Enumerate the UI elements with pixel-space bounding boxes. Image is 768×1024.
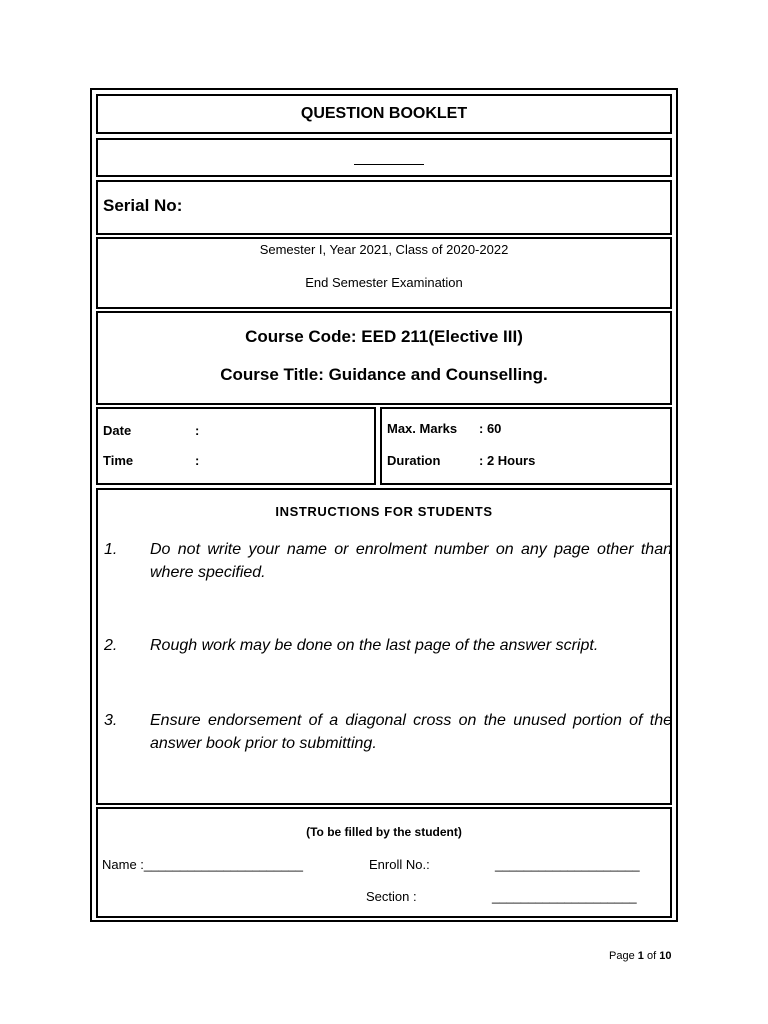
current-page: 1: [637, 950, 644, 962]
serial-number-box: [96, 180, 672, 235]
marks-duration-box: [380, 407, 672, 485]
page-word: Page: [609, 950, 635, 962]
semester-info-box: [96, 237, 672, 309]
date-separator: :: [195, 423, 200, 438]
time-separator: :: [195, 453, 200, 468]
instruction-text: Rough work may be done on the last page of the answer script.: [150, 637, 599, 654]
max-marks-value: : 60: [479, 421, 502, 436]
duration-label: Duration: [387, 453, 441, 468]
section-label: Section :: [366, 889, 417, 904]
max-marks-label: Max. Marks: [387, 421, 458, 436]
time-label: Time: [103, 453, 134, 468]
page-footer: [609, 950, 671, 962]
booklet-title: QUESTION BOOKLET: [96, 94, 672, 134]
question-booklet-frame: [90, 88, 678, 922]
blank-field-box: [96, 138, 672, 177]
student-fill-box: [96, 807, 672, 918]
section-field[interactable]: ____________________: [492, 889, 637, 904]
instruction-item: [104, 634, 672, 657]
enroll-label: Enroll No.:: [369, 857, 430, 872]
course-info-box: [96, 311, 672, 405]
course-title: Course Title: Guidance and Counselling.: [220, 365, 548, 384]
instruction-number: 1.: [104, 541, 118, 558]
total-pages: 10: [659, 950, 672, 962]
instruction-item: [104, 709, 672, 755]
exam-line: End Semester Examination: [305, 275, 463, 290]
instruction-item: [104, 538, 672, 584]
instruction-number: 3.: [104, 712, 118, 729]
course-code: Course Code: EED 211(Elective III): [245, 327, 523, 346]
name-field[interactable]: Name :______________________: [102, 857, 303, 872]
instruction-text: Ensure endorsement of a diagonal cross on the unused portion of the answer book prior to submitting.: [150, 712, 672, 752]
date-time-box: [96, 407, 376, 485]
enroll-field[interactable]: ____________________: [495, 857, 640, 872]
serial-label: Serial No:: [103, 196, 183, 215]
instructions-box: [96, 488, 672, 805]
date-label: Date: [103, 423, 132, 438]
instruction-number: 2.: [104, 637, 118, 654]
student-fill-heading: (To be filled by the student): [306, 825, 462, 839]
duration-value: : 2 Hours: [479, 453, 536, 468]
of-word: of: [646, 950, 657, 962]
instructions-heading: INSTRUCTIONS FOR STUDENTS: [275, 504, 493, 519]
instruction-text: Do not write your name or enrolment number on any page other than where specified.: [150, 541, 672, 581]
blank-underline: [354, 164, 424, 165]
semester-line: Semester I, Year 2021, Class of 2020-2022: [259, 242, 509, 257]
